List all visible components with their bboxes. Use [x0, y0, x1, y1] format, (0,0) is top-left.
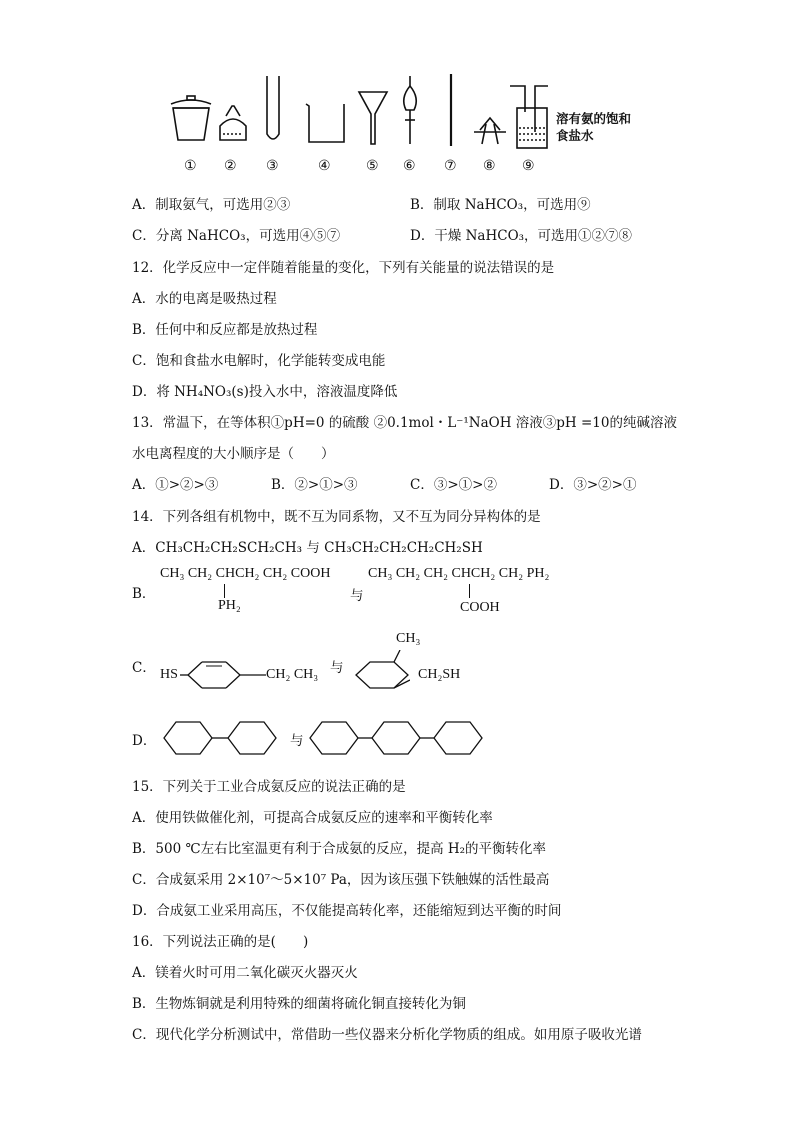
q14-b-left-formula: CH₃ CH₂ CHCH₂ CH₂ COOH — [160, 566, 331, 581]
gas-washing-bottle-icon — [510, 86, 548, 148]
apparatus-number: ⑨ — [522, 159, 535, 174]
q14-option-d-label: D． — [132, 733, 157, 749]
q15-option-a: A．使用铁做催化剂，可提高合成氨反应的速率和平衡转化率 — [132, 810, 493, 826]
q16-option-c: C．现代化学分析测试中，常借助一些仪器来分析化学物质的组成。如用原子吸收光谱 — [132, 1027, 642, 1043]
q14-b-right-formula: CH₃ CH₂ CH₂ CHCH₂ CH₂ PH₂ — [368, 566, 550, 581]
crucible-icon — [171, 96, 211, 140]
benzene-ring-icon — [180, 650, 410, 694]
alcohol-lamp-icon — [220, 106, 246, 140]
q13-stem-line2: 水电离程度的大小顺序是（ ） — [132, 446, 335, 462]
apparatus-label-line2: 食盐水 — [556, 129, 594, 143]
q15-option-c: C．合成氨采用 2×10⁷～5×10⁷ Pa，因为该压强下铁触媒的活性最高 — [132, 872, 550, 888]
q11-option-c: C．分离 NaHCO₃，可选用④⑤⑦ — [132, 228, 341, 244]
q14-option-a: A．CH₃CH₂CH₂SCH₂CH₃ 与 CH₃CH₂CH₂CH₂CH₂SH — [132, 540, 483, 556]
apparatus-number: ④ — [318, 159, 331, 174]
q14-d-with: 与 — [290, 733, 304, 749]
q12-option-c: C．饱和食盐水电解时，化学能转变成电能 — [132, 353, 386, 369]
q15-option-b: B．500 ℃左右比室温更有利于合成氨的反应，提高 H₂的平衡转化率 — [132, 841, 547, 857]
benzene-ring-icon — [160, 716, 500, 760]
clay-triangle-icon — [474, 118, 506, 144]
q13-option-c: C．③>①>② — [410, 477, 497, 493]
q14-c-hs: HS — [160, 667, 178, 682]
q14-b-left-substituent: PH₂ — [218, 598, 241, 613]
q14-option-c-label: C． — [132, 660, 156, 676]
q13-option-d: D．③>②>① — [549, 477, 637, 493]
q12-option-a: A．水的电离是吸热过程 — [132, 291, 277, 307]
q14-c-methyl: CH₃ — [396, 631, 421, 646]
q14-b-right-bond — [469, 584, 470, 598]
q13-stem-line1: 13．常温下，在等体积①pH=0 的硫酸 ②0.1mol・L⁻¹NaOH 溶液③pH =10的纯碱溶液 — [132, 415, 677, 431]
q12-option-d: D．将 NH₄NO₃(s)投入水中，溶液温度降低 — [132, 384, 398, 400]
q15-stem: 15．下列关于工业合成氨反应的说法正确的是 — [132, 779, 406, 795]
apparatus-number: ⑧ — [483, 159, 496, 174]
q12-option-b: B．任何中和反应都是放热过程 — [132, 322, 318, 338]
q13-option-b: B．②>①>③ — [271, 477, 358, 493]
q14-b-with: 与 — [350, 588, 364, 604]
funnel-icon — [359, 92, 387, 144]
q14-stem: 14．下列各组有机物中，既不互为同系物，又不互为同分异构体的是 — [132, 509, 541, 525]
apparatus-number: ② — [224, 159, 237, 174]
q16-option-a: A．镁着火时可用二氧化碳灭火器灭火 — [132, 965, 358, 981]
test-tube-icon — [267, 76, 279, 139]
apparatus-number: ⑤ — [366, 159, 379, 174]
q13-option-a: A．①>②>③ — [132, 477, 219, 493]
apparatus-number: ⑦ — [444, 159, 457, 174]
q14-option-b-label: B． — [132, 586, 156, 602]
q12-stem: 12．化学反应中一定伴随着能量的变化，下列有关能量的说法错误的是 — [132, 260, 555, 276]
apparatus-number: ① — [184, 159, 197, 174]
q14-b-left-bond — [224, 584, 225, 598]
q15-option-d: D．合成氨工业采用高压，不仅能提高转化率，还能缩短到达平衡的时间 — [132, 903, 562, 919]
separatory-funnel-icon — [404, 76, 417, 144]
q11-option-b: B．制取 NaHCO₃，可选用⑨ — [410, 197, 591, 213]
q14-c-ethyl: CH₂ CH₃ — [266, 667, 319, 682]
q14-c-ch2sh: CH₂SH — [418, 667, 461, 682]
apparatus-figure — [160, 72, 660, 178]
q11-option-d: D．干燥 NaHCO₃，可选用①②⑦⑧ — [410, 228, 633, 244]
q16-stem: 16．下列说法正确的是( ) — [132, 934, 309, 950]
q11-option-a: A．制取氨气，可选用②③ — [132, 197, 291, 213]
q14-c-with: 与 — [330, 660, 344, 676]
q16-option-b: B．生物炼铜就是利用特殊的细菌将硫化铜直接转化为铜 — [132, 996, 466, 1012]
apparatus-number: ⑥ — [403, 159, 416, 174]
apparatus-label-line1: 溶有氨的饱和 — [556, 112, 632, 126]
beaker-icon — [306, 104, 344, 142]
q14-b-right-substituent: COOH — [460, 600, 500, 615]
apparatus-number: ③ — [266, 159, 279, 174]
